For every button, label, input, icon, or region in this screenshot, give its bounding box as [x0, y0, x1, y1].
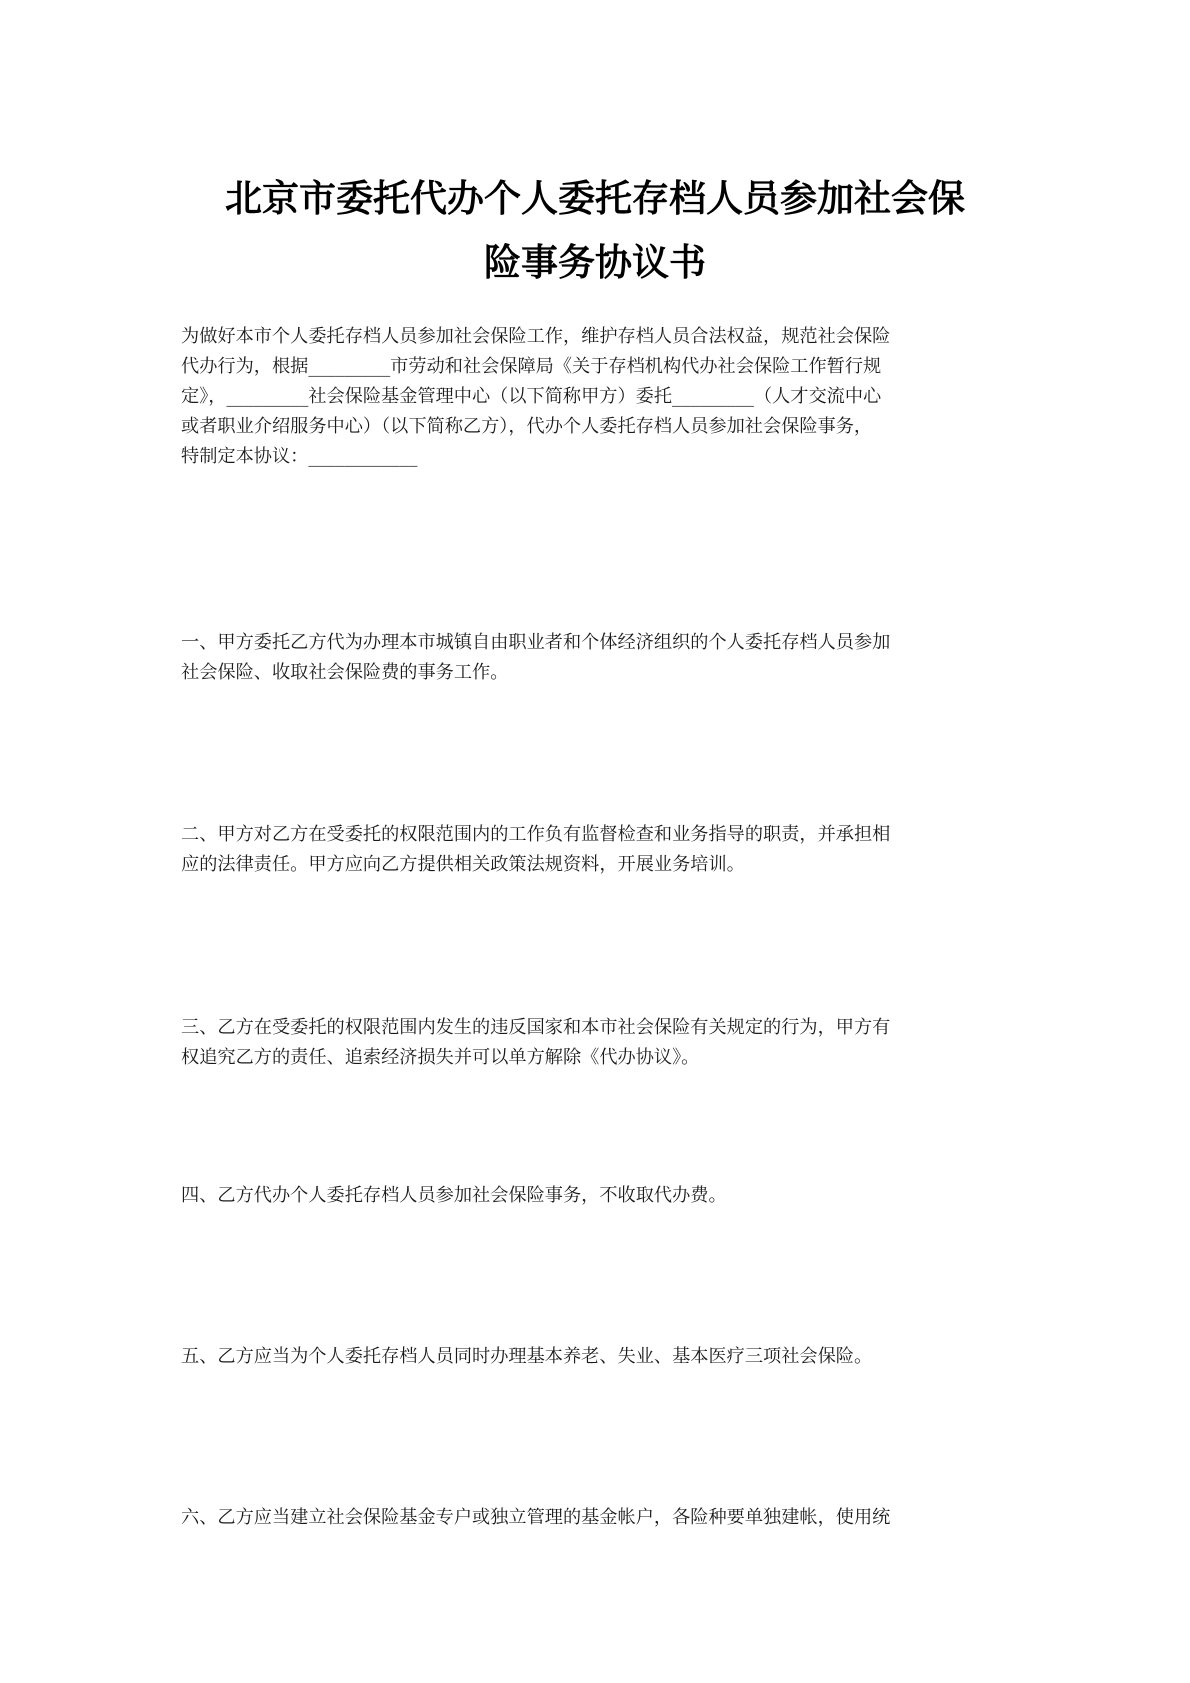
intro-line: 定》，_________社会保险基金管理中心（以下简称甲方）委托_________（人才交流中心: [181, 386, 882, 407]
clause-line: 权追究乙方的责任、追索经济损失并可以单方解除《代办协议》。: [181, 1047, 700, 1068]
document-title-line-2: 险事务协议书: [484, 241, 706, 284]
intro-line: 为做好本市个人委托存档人员参加社会保险工作，维护存档人员合法权益，规范社会保险: [181, 326, 891, 347]
clause-3: [181, 1013, 1019, 1073]
clause-line: 一、甲方委托乙方代为办理本市城镇自由职业者和个体经济组织的个人委托存档人员参加: [181, 632, 891, 653]
clause-line: 应的法律责任。甲方应向乙方提供相关政策法规资料，开展业务培训。: [181, 854, 745, 875]
clause-6: [181, 1503, 1019, 1533]
intro-line: 代办行为，根据_________市劳动和社会保障局《关于存档机构代办社会保险工作暂行规: [181, 356, 882, 377]
clause-line: 二、甲方对乙方在受委托的权限范围内的工作负有监督检查和业务指导的职责，并承担相: [181, 824, 891, 845]
clause-line: 六、乙方应当建立社会保险基金专户或独立管理的基金帐户，各险种要单独建帐，使用统: [181, 1507, 891, 1528]
clause-2: [181, 820, 1019, 880]
clause-line: 社会保险、收取社会保险费的事务工作。: [181, 662, 509, 683]
clause-5: [181, 1342, 1019, 1372]
document-title-line-1: 北京市委托代办个人委托存档人员参加社会保: [225, 177, 965, 220]
clause-line: 三、乙方在受委托的权限范围内发生的违反国家和本市社会保险有关规定的行为，甲方有: [181, 1017, 891, 1038]
clause-line: 四、乙方代办个人委托存档人员参加社会保险事务，不收取代办费。: [181, 1185, 727, 1206]
intro-line: 特制定本协议：____________: [181, 446, 418, 467]
clause-4: [181, 1181, 1019, 1211]
intro-line: 或者职业介绍服务中心）（以下简称乙方），代办个人委托存档人员参加社会保险事务，: [181, 416, 873, 437]
clause-line: 五、乙方应当为个人委托存档人员同时办理基本养老、失业、基本医疗三项社会保险。: [181, 1346, 873, 1367]
intro-paragraph: [181, 322, 1019, 472]
clause-1: [181, 628, 1019, 688]
